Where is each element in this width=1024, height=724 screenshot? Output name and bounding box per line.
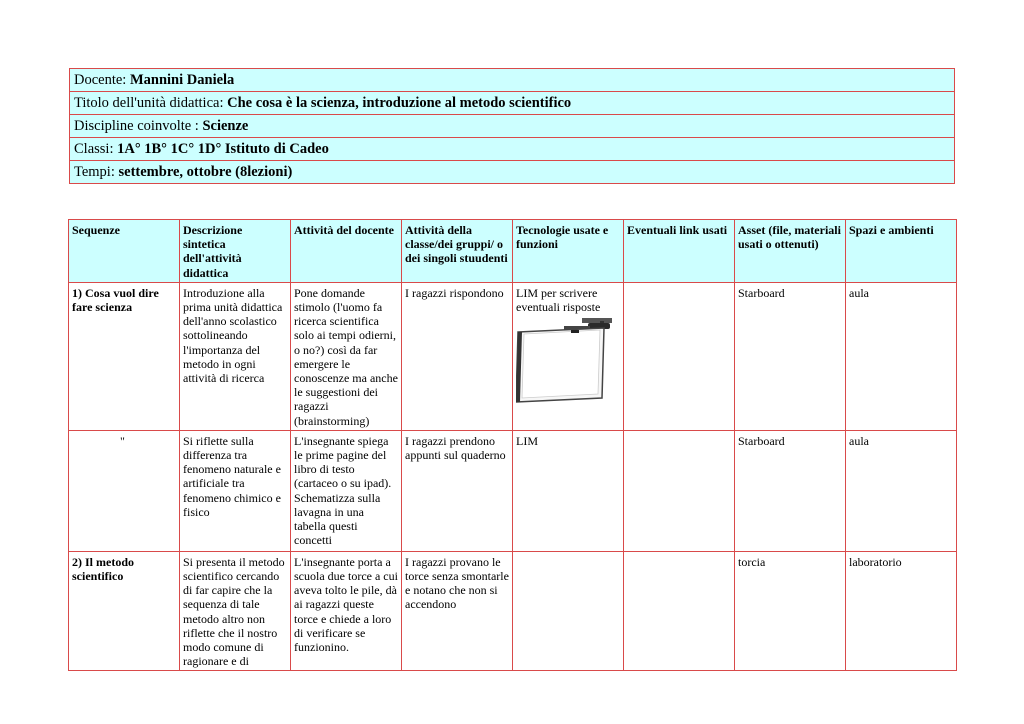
unit-info-table: [69, 68, 955, 184]
cell-classe: I ragazzi prendono appunti sul quaderno: [402, 430, 513, 551]
cell-spazi: laboratorio: [846, 551, 957, 671]
column-header: Attività della classe/dei gruppi/ o dei singoli stuudenti: [402, 220, 513, 283]
docente-row: [70, 69, 955, 92]
activities-table: [68, 219, 957, 671]
column-header: Sequenze: [69, 220, 180, 283]
cell-docente: L'insegnante spiega le prime pagine del libro di testo (cartaceo o su ipad). Schematizza sulla lavagna in una tabella questi concetti: [291, 430, 402, 551]
classi-value: 1A° 1B° 1C° 1D° Istituto di Cadeo: [117, 141, 329, 157]
cell-descrizione: Si riflette sulla differenza tra fenomeno naturale e artificiale tra fenomeno chimico e fisico: [180, 430, 291, 551]
cell-classe: I ragazzi rispondono: [402, 282, 513, 430]
cell-asset: Starboard: [735, 430, 846, 551]
cell-link: [624, 551, 735, 671]
discipline-row: [70, 115, 955, 138]
classi-label: Classi:: [74, 141, 114, 157]
cell-sequenza: ": [69, 430, 180, 551]
cell-tecnologie: LIM: [513, 430, 624, 551]
docente-value: Mannini Daniela: [129, 72, 235, 88]
discipline-value: Scienze: [202, 118, 249, 134]
classi-row: [70, 138, 955, 161]
cell-asset: Starboard: [735, 282, 846, 430]
column-header: Tecnologie usate e funzioni: [513, 220, 624, 283]
tempi-label: Tempi:: [74, 164, 115, 180]
docente-label: Docente:: [74, 72, 127, 88]
cell-tecnologie: [513, 282, 624, 430]
cell-sequenza: 1) Cosa vuol dire fare scienza: [69, 282, 180, 430]
cell-spazi: aula: [846, 282, 957, 430]
cell-spazi: aula: [846, 430, 957, 551]
cell-sequenza: 2) Il metodo scientifico: [69, 551, 180, 671]
discipline-label: Discipline coinvolte :: [74, 118, 199, 134]
column-header: Attività del docente: [291, 220, 402, 283]
cell-classe: I ragazzi provano le torce senza smontarle e notano che non si accendono: [402, 551, 513, 671]
table-row: [69, 551, 957, 671]
interactive-whiteboard-icon: [516, 318, 616, 404]
cell-asset: torcia: [735, 551, 846, 671]
cell-docente: Pone domande stimolo (l'uomo fa ricerca scientifica solo ai tempi odierni, o no?) così da far emergere le conoscenze ma anche le suggestioni dei ragazzi (brainstorming): [291, 282, 402, 430]
table-row: [69, 282, 957, 430]
tempi-value: settembre, ottobre (8lezioni): [118, 164, 293, 180]
titolo-label: Titolo dell'unità didattica:: [74, 95, 224, 111]
column-header: Spazi e ambienti: [846, 220, 957, 283]
cell-tecnologie: [513, 551, 624, 671]
titolo-value: Che cosa è la scienza, introduzione al metodo scientifico: [227, 95, 572, 111]
cell-descrizione: Si presenta il metodo scientifico cercando di far capire che la sequenza di tale metodo altro non riflette che il nostro modo comune di ragionare e di: [180, 551, 291, 671]
column-header: Eventuali link usati: [624, 220, 735, 283]
cell-docente: L'insegnante porta a scuola due torce a cui aveva tolto le pile, dà ai ragazzi queste torce e chiede a loro di verificare se funzionino.: [291, 551, 402, 671]
tempi-row: [70, 161, 955, 184]
cell-link: [624, 282, 735, 430]
cell-link: [624, 430, 735, 551]
table-header-row: [69, 220, 957, 283]
table-row: [69, 430, 957, 551]
tecnologie-text: LIM per scrivere eventuali risposte: [516, 285, 601, 315]
cell-descrizione: Introduzione alla prima unità didattica dell'anno scolastico sottolineando l'importanza del metodo in ogni attività di ricerca: [180, 282, 291, 430]
column-header: Asset (file, materiali usati o ottenuti): [735, 220, 846, 283]
titolo-row: [70, 92, 955, 115]
column-header: Descrizione sintetica dell'attività didattica: [180, 220, 291, 283]
